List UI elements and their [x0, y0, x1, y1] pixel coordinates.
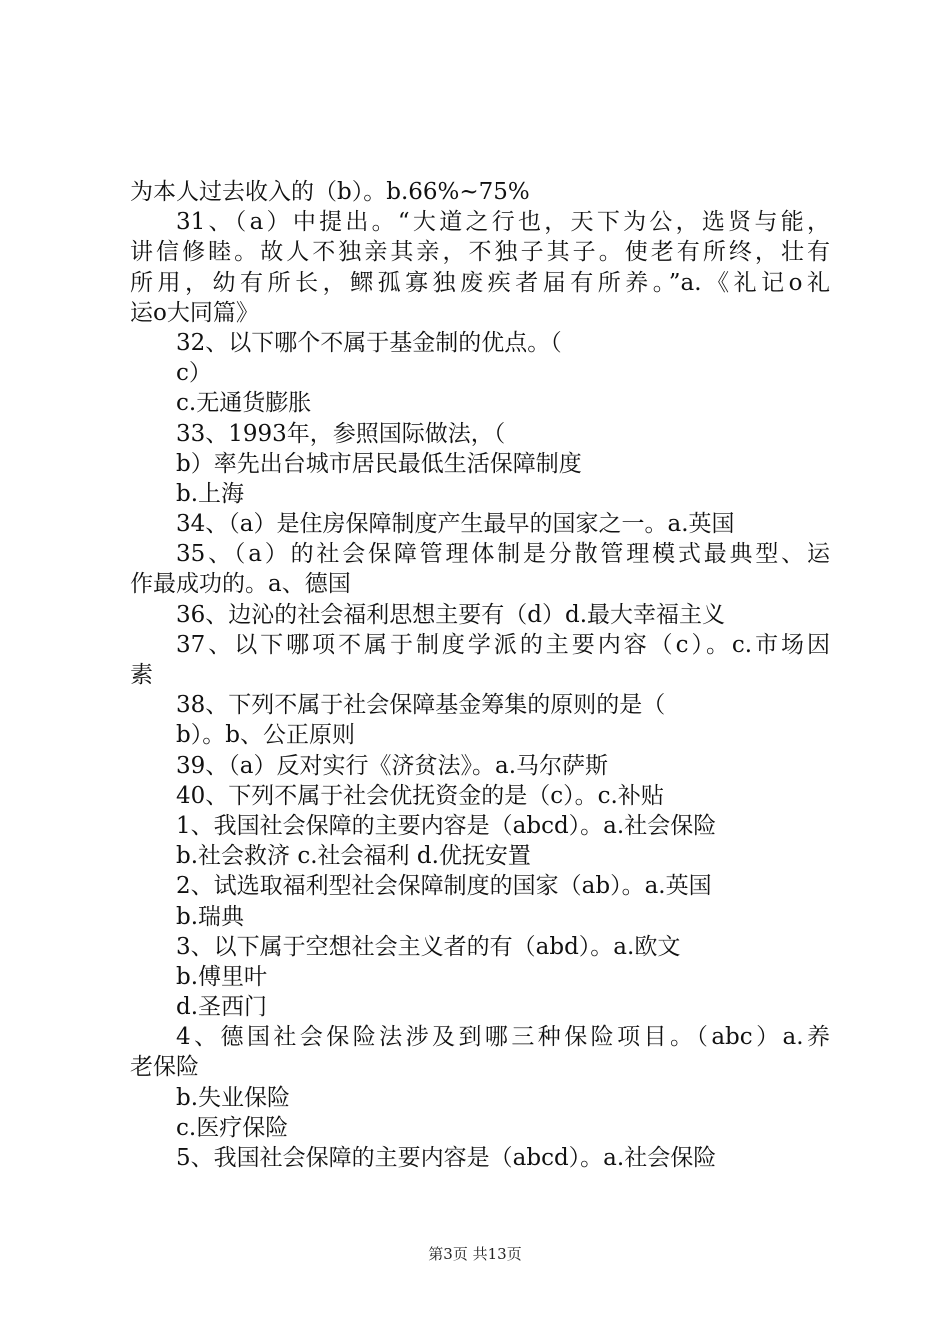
text-line: 作最成功的。a、德国 [130, 571, 351, 598]
text-line: 38、下列不属于社会保障基金筹集的原则的是（ [176, 692, 666, 719]
text-line: 运o大同篇》 [130, 299, 259, 326]
page-footer: 第3页 共13页 [428, 1245, 522, 1263]
text-line: b.失业保险 [176, 1084, 291, 1111]
text-line: 34、（a）是住房保障制度产生最早的国家之一。a.英国 [176, 511, 735, 538]
text-line: 33、1993年，参照国际做法，（ [176, 420, 506, 447]
text-line: 37、以下哪项不属于制度学派的主要内容（c）。c.市场因 [176, 631, 830, 658]
text-line: 所用，幼有所长，鳏孤寡独废疾者届有所养。”a.《礼记o礼 [130, 269, 830, 296]
text-line: c） [176, 360, 212, 387]
text-line: b.傅里叶 [176, 963, 268, 990]
text-line: 31、（a）中提出。“大道之行也，天下为公，选贤与能， [176, 209, 830, 236]
text-line: 老保险 [130, 1054, 199, 1081]
text-line: 40、下列不属于社会优抚资金的是（c）。c.补贴 [176, 782, 664, 809]
text-line: b.瑞典 [176, 903, 245, 930]
text-line: 讲信修睦。故人不独亲其亲，不独子其子。使老有所终，壮有 [130, 239, 830, 266]
text-line: 3、以下属于空想社会主义者的有（abd）。a.欧文 [176, 933, 681, 960]
text-line: 35、（a）的社会保障管理体制是分散管理模式最典型、运 [176, 541, 830, 568]
text-line: b.社会救济 c.社会福利 d.优抚安置 [176, 843, 531, 870]
text-line: 2、试选取福利型社会保障制度的国家（ab）。a.英国 [176, 873, 712, 900]
text-line: 素 [130, 662, 153, 688]
text-line: d.圣西门 [176, 994, 268, 1021]
text-line: 4、德国社会保险法涉及到哪三种保险项目。（abc）a.养 [176, 1024, 830, 1051]
text-line: 39、（a）反对实行《济贫法》。a.马尔萨斯 [176, 752, 609, 779]
text-line: b.上海 [176, 480, 245, 507]
text-line: 36、边沁的社会福利思想主要有（d）d.最大幸福主义 [176, 601, 726, 628]
text-line: 为本人过去收入的（b）。b.66%~75% [130, 179, 530, 205]
text-line: 1、我国社会保障的主要内容是（abcd）。a.社会保险 [176, 812, 717, 839]
document-body [130, 177, 830, 1173]
text-line: 5、我国社会保障的主要内容是（abcd）。a.社会保险 [176, 1145, 717, 1171]
text-line: b）率先出台城市居民最低生活保障制度 [176, 450, 582, 477]
text-line: c.无通货膨胀 [176, 390, 312, 417]
text-line: c.医疗保险 [176, 1114, 289, 1141]
text-line: b）。b、公正原则 [176, 722, 355, 749]
text-line: 32、以下哪个不属于基金制的优点。（ [176, 329, 562, 356]
